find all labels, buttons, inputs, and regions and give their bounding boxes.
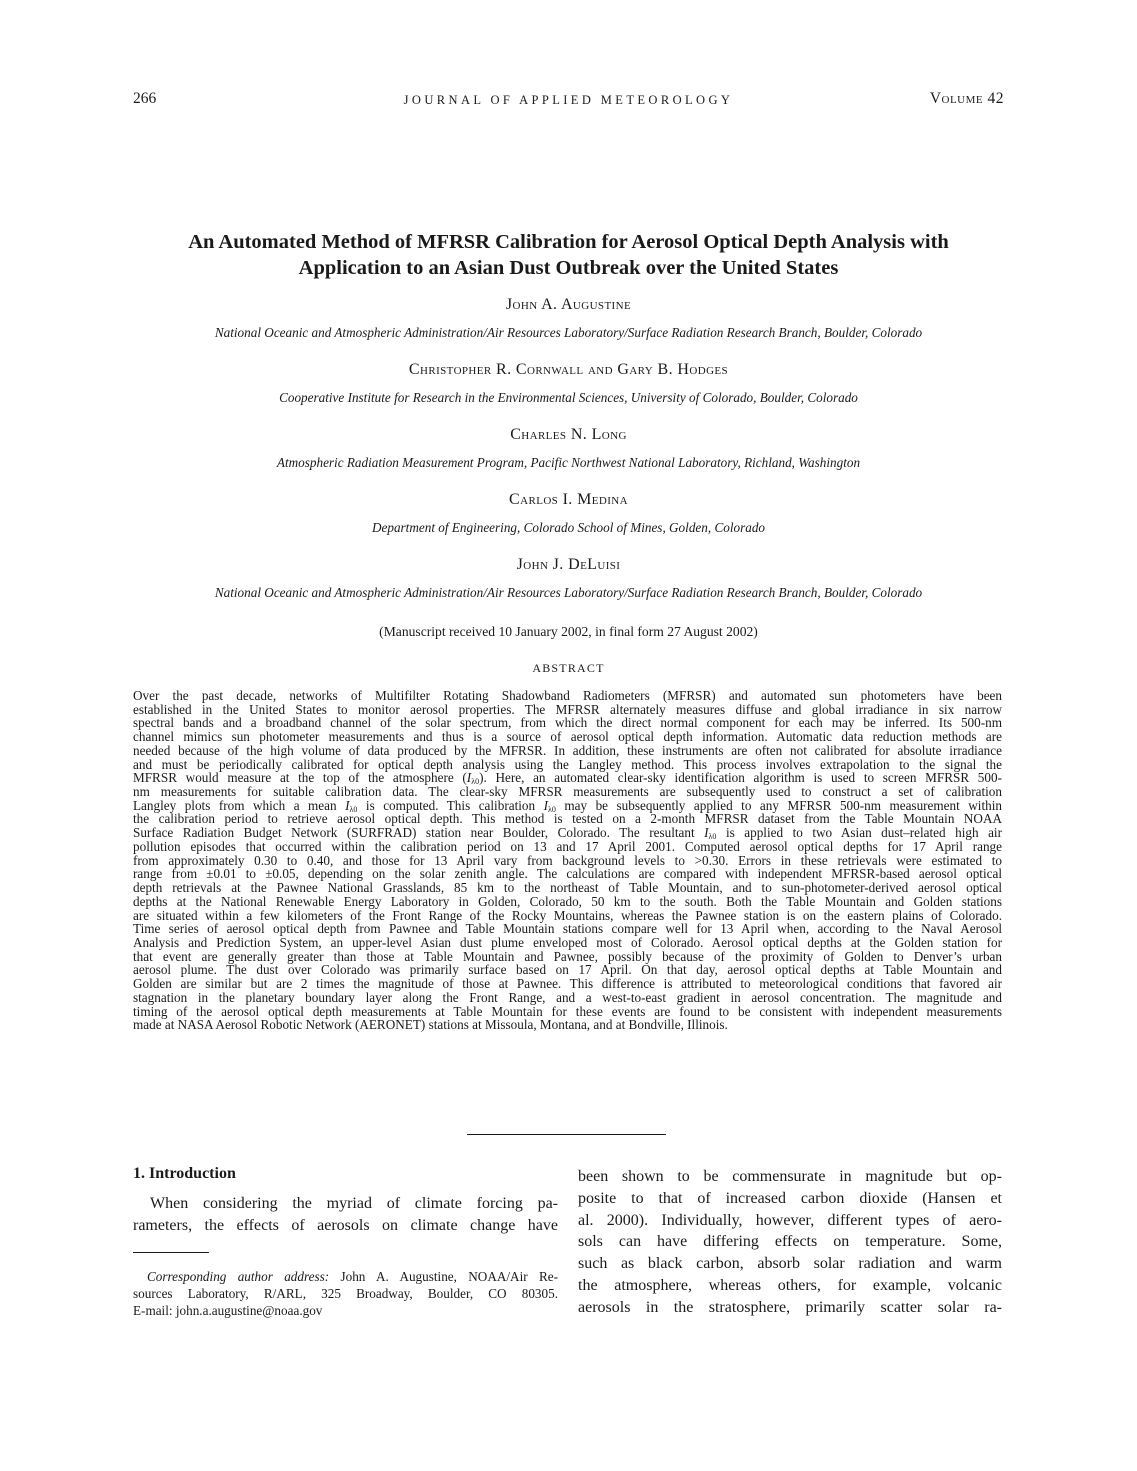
abstract-line: Over the past decade, networks of Multifilter Rotating Shadowband Radiometers (MFRSR) and automated sun photometers have been <box>133 688 1002 703</box>
abstract-line: established in the United States to monitor aerosol properties. The MFRSR alternately measures diffuse and global irradiance in six narrow <box>133 701 1002 717</box>
page-number: 266 <box>133 90 157 107</box>
author-affiliation: National Oceanic and Atmospheric Administration/Air Resources Laboratory/Surface Radiation Research Branch, Boulder, Colorado <box>214 325 923 340</box>
abstract-line: depth retrievals at the Pawnee National Grasslands, 85 km to the northeast of Table Mountain, and to sun-photometer-derived aerosol optical <box>133 880 1002 896</box>
body-line: aerosols in the stratosphere, primarily scatter solar ra- <box>578 1298 1002 1316</box>
section-heading: 1. Introduction <box>133 1165 236 1182</box>
footnote-line: sources Laboratory, R/ARL, 325 Broadway, Boulder, CO 80305. <box>133 1286 558 1301</box>
author-name: Carlos I. Medina <box>509 491 628 508</box>
author-name: Charles N. Long <box>510 426 627 443</box>
footnote-email: E-mail: john.a.augustine@noaa.gov <box>133 1303 323 1318</box>
journal-name: JOURNAL OF APPLIED METEOROLOGY <box>403 93 734 107</box>
paper-title-line: An Automated Method of MFRSR Calibration for Aerosol Optical Depth Analysis with <box>188 231 949 253</box>
body-line: such as black carbon, absorb solar radiation and warm <box>578 1255 1002 1273</box>
abstract-line: from approximately 0.30 to 0.40, and those for 13 April vary from background levels to >0.30. Errors in these retrievals were estimated to <box>133 852 1002 868</box>
abstract-line: timing of the aerosol optical depth measurements at Table Mountain for these events are found to be consistent with independent measurements <box>133 1003 1002 1019</box>
abstract-line: Langley plots from which a mean $I_{\lambda 0}$ is computed. This calibration $I_{\lambda 0}$ may be subsequently applied to any MFRSR 500-nm measurement within <box>133 797 1002 814</box>
abstract-line: and must be periodically calibrated for optical depth analysis using the Langley method. This process involves extrapolation to the signal the <box>133 756 1002 772</box>
author-affiliation: National Oceanic and Atmospheric Administration/Air Resources Laboratory/Surface Radiation Research Branch, Boulder, Colorado <box>214 585 923 600</box>
abstract-line: pollution episodes that occurred within the calibration period on 13 and 17 April 2001. Computed aerosol optical depths for 17 April range <box>133 838 1002 854</box>
body-column-right <box>578 1166 1002 1319</box>
body-line: sols can have differing effects on temperature. Some, <box>578 1233 1002 1251</box>
author-name: John A. Augustine <box>505 296 632 313</box>
paper-title-line: Application to an Asian Dust Outbreak over the United States <box>298 257 839 279</box>
body-line: posite to that of increased carbon dioxide (Hansen et <box>578 1189 1002 1207</box>
abstract-body <box>133 689 1002 1032</box>
abstract-line: that event are generally greater than those at Table Mountain and Pawnee, possibly because of the proximity of Golden to Denver’s urban <box>133 948 1002 964</box>
section-divider <box>467 1134 666 1135</box>
abstract-line: range from ±0.01 to ±0.05, depending on the solar zenith angle. The calculations are compared with independent MFRSR-based aerosol optical <box>133 866 1002 882</box>
volume-label: Volume 42 <box>929 90 1004 107</box>
body-column-left <box>133 1193 558 1237</box>
abstract-line: the calibration period to retrieve aerosol optical depth. This method is tested on a 2-month MFRSR dataset from the Table Mountain NOAA <box>133 811 1002 827</box>
manuscript-received: (Manuscript received 10 January 2002, in final form 27 August 2002) <box>379 624 758 639</box>
paper-title <box>110 229 1027 281</box>
author-affiliation: Department of Engineering, Colorado School of Mines, Golden, Colorado <box>371 520 766 535</box>
footnote <box>133 1268 558 1319</box>
footnote-label: Corresponding author address: <box>147 1269 330 1284</box>
body-line: the atmosphere, whereas others, for example, volcanic <box>578 1276 1002 1294</box>
abstract-line: Analysis and Prediction System, an upper-level Asian dust plume enveloped most of Colorado. Aerosol optical depths at the Golden station for <box>133 934 1002 950</box>
body-line: al. 2000). Individually, however, different types of aero- <box>578 1211 1002 1229</box>
abstract-line: channel mimics sun photometer measurements and thus is a source of aerosol optical depth information. Automatic data reduction methods are <box>133 729 1002 745</box>
author-affiliation: Atmospheric Radiation Measurement Program, Pacific Northwest National Laboratory, Richland, Washington <box>276 455 861 470</box>
abstract-heading: ABSTRACT <box>532 661 605 675</box>
abstract-line: Golden are similar but are 2 times the magnitude of those at Pawnee. This difference is attributed to meteorological conditions that favored air <box>133 976 1002 992</box>
abstract-line: stagnation in the planetary boundary layer along the Front Range, and a west-to-east gradient in aerosol concentration. The magnitude and <box>133 989 1002 1005</box>
body-line: When considering the myriad of climate forcing pa- <box>150 1195 558 1212</box>
footnote-line: Corresponding author address: John A. Augustine, NOAA/Air Re- <box>147 1269 558 1284</box>
abstract-line: made at NASA Aerosol Robotic Network (AERONET) stations at Missoula, Montana, and at Bondville, Illinois. <box>133 1017 728 1033</box>
abstract-line: nm measurements for suitable calibration data. The clear-sky MFRSR measurements are subsequently used to construct a set of calibration <box>133 784 1002 800</box>
abstract-line: MFRSR would measure at the top of the atmosphere $(I_{\lambda 0})$. Here, an automated clear-sky identification algorithm is used to screen MFRSR 500- <box>133 770 1002 787</box>
abstract-line: needed because of the high volume of data produced by the MFRSR. In addition, these instruments are often not calibrated for absolute irradiance <box>133 742 1002 758</box>
abstract-line: Time series of aerosol optical depth from Pawnee and Table Mountain stations compare well for 13 April when, according to the Naval Aerosol <box>133 921 1002 937</box>
abstract-line: are situated within a few kilometers of the Front Range of the Rocky Mountains, whereas the Pawnee station is on the eastern plains of Colorado. <box>133 907 1002 923</box>
abstract-line: spectral bands and a broadband channel of the solar spectrum, from which the direct normal component for each may be inferred. Its 500-nm <box>133 715 1002 731</box>
abstract-line: aerosol plume. The dust over Colorado was primarily surface based on 17 April. On that day, aerosol optical depths at Table Mountain and <box>133 962 1002 978</box>
body-line: been shown to be commensurate in magnitude but op- <box>578 1168 1002 1185</box>
author-name: John J. DeLuisi <box>516 556 621 573</box>
abstract-line: depths at the National Renewable Energy Laboratory in Golden, Colorado, 50 km to the south. Both the Table Mountain and Golden stations <box>133 893 1002 909</box>
author-name: Christopher R. Cornwall and Gary B. Hodges <box>408 361 729 378</box>
body-line: rameters, the effects of aerosols on climate change have <box>133 1216 558 1234</box>
footnote-rule <box>133 1252 209 1253</box>
author-affiliation: Cooperative Institute for Research in the Environmental Sciences, University of Colorado, Boulder, Colorado <box>279 390 858 405</box>
abstract-line: Surface Radiation Budget Network (SURFRAD) station near Boulder, Colorado. The resultant $I_{\lambda 0}$ is applied to two Asian dust–related high air <box>133 825 1002 842</box>
